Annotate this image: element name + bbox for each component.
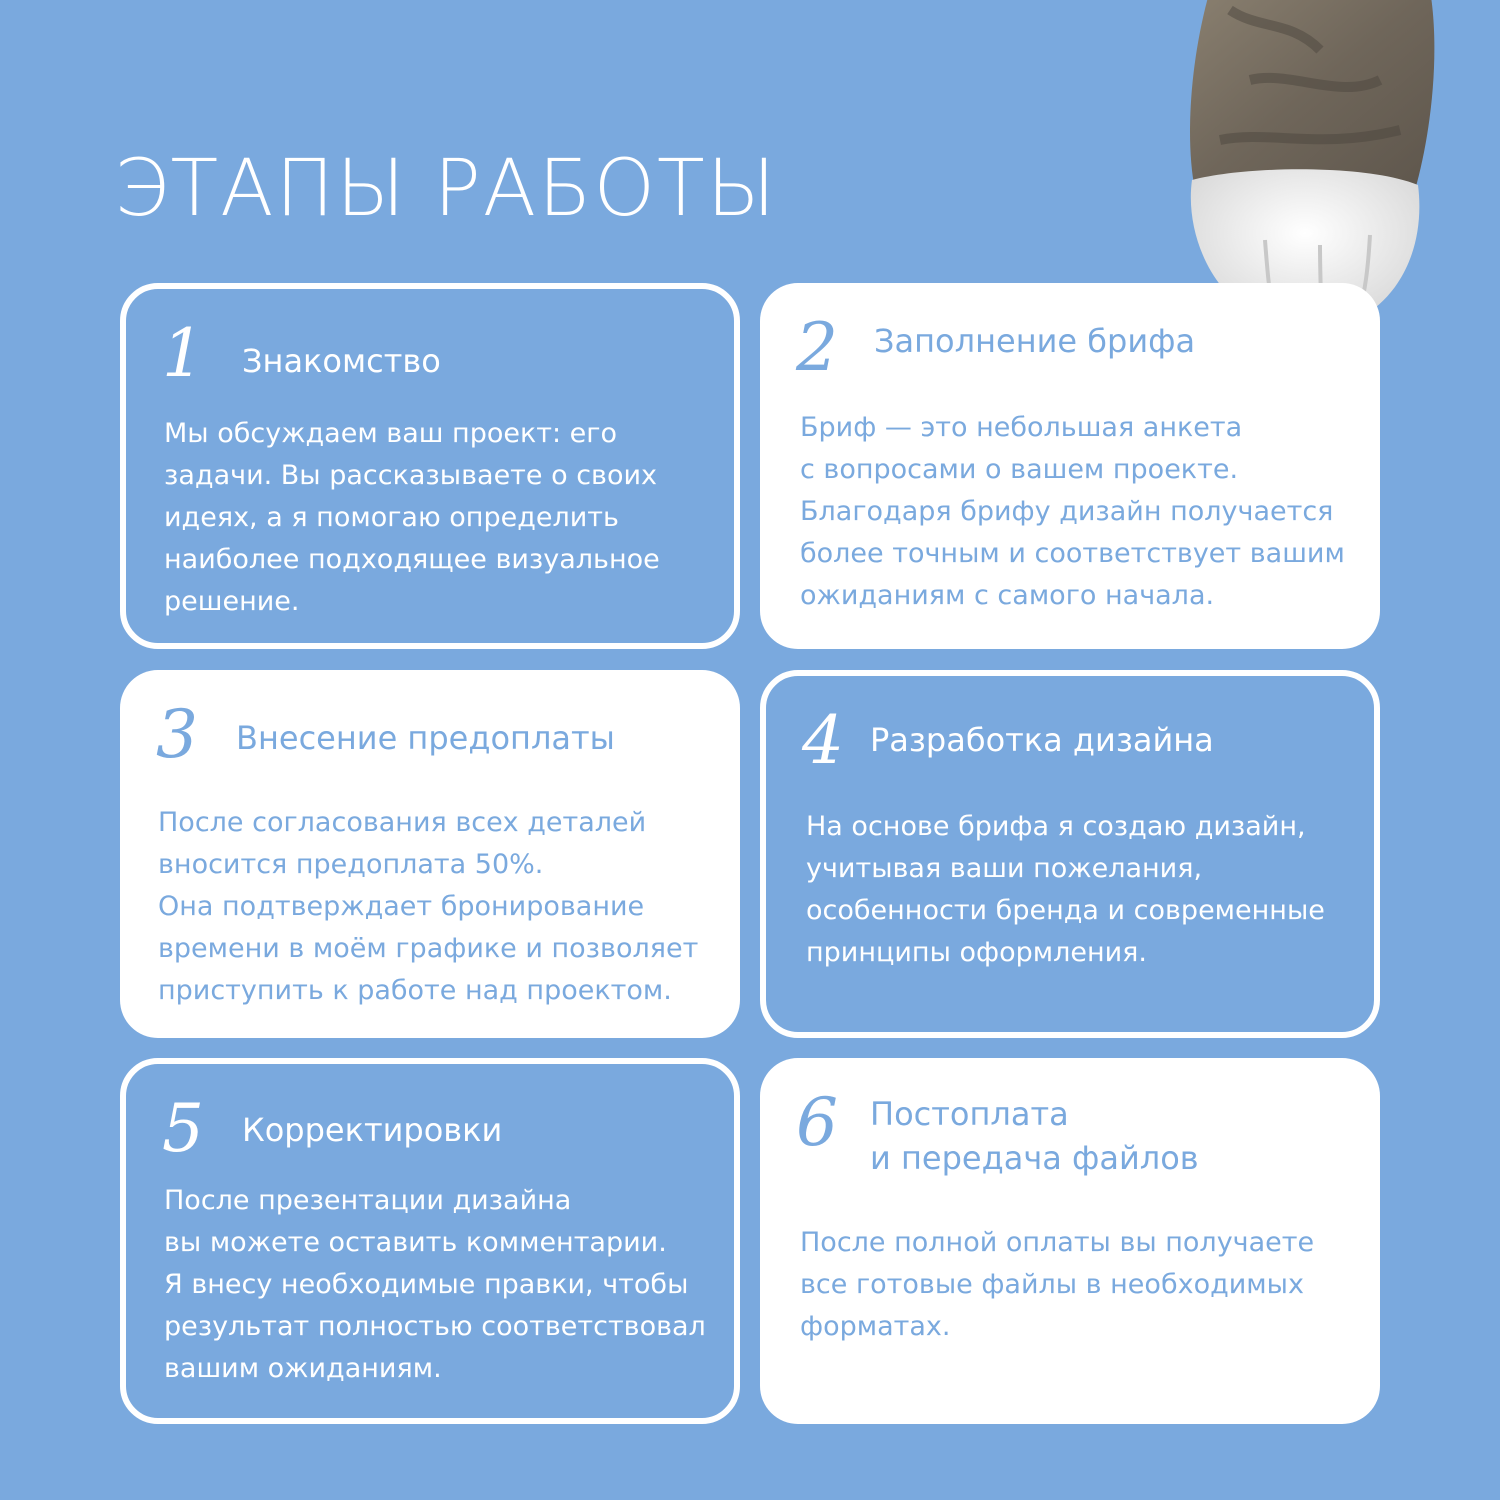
step-number: 3 (156, 696, 198, 773)
step-card-2 (760, 283, 1380, 649)
step-heading: Постоплата и передача файлов (870, 1095, 1199, 1177)
step-card-6 (760, 1058, 1380, 1424)
step-number: 1 (162, 315, 204, 392)
step-number: 5 (162, 1090, 204, 1167)
step-heading: Корректировки (242, 1111, 503, 1149)
step-heading: Знакомство (242, 342, 441, 380)
step-description: Мы обсуждаем ваш проект: его задачи. Вы рассказываете о своих идеях, а я помогаю определить наиболее подходящее визуальное решение. (164, 418, 660, 617)
step-heading: Заполнение брифа (874, 322, 1196, 360)
step-card-4 (760, 670, 1380, 1038)
step-number: 6 (796, 1084, 838, 1161)
step-description: После полной оплаты вы получаете все готовые файлы в необходимых форматах. (800, 1227, 1315, 1342)
step-description: После согласования всех деталей вносится предоплата 50%. Она подтверждает бронирование времени в моём графике и позволяет приступить к работе над проектом. (158, 807, 699, 1006)
step-card-1 (120, 283, 740, 649)
step-description: Бриф — это небольшая анкета с вопросами о вашем проекте. Благодаря брифу дизайн получается более точным и соответствует вашим ожиданиям с самого начала. (800, 412, 1345, 611)
step-description: На основе брифа я создаю дизайн, учитывая ваши пожелания, особенности бренда и современные принципы оформления. (806, 811, 1325, 968)
step-heading: Разработка дизайна (870, 721, 1214, 759)
page-title: ЭТАПЫ РАБОТЫ (114, 144, 778, 234)
step-heading: Внесение предоплаты (236, 719, 615, 757)
step-card-3 (120, 670, 740, 1038)
step-number: 2 (796, 309, 838, 386)
step-card-5 (120, 1058, 740, 1424)
step-description: После презентации дизайна вы можете оставить комментарии. Я внесу необходимые правки, чтобы результат полностью соответствовал вашим ожиданиям. (164, 1185, 706, 1384)
step-number: 4 (802, 702, 844, 779)
